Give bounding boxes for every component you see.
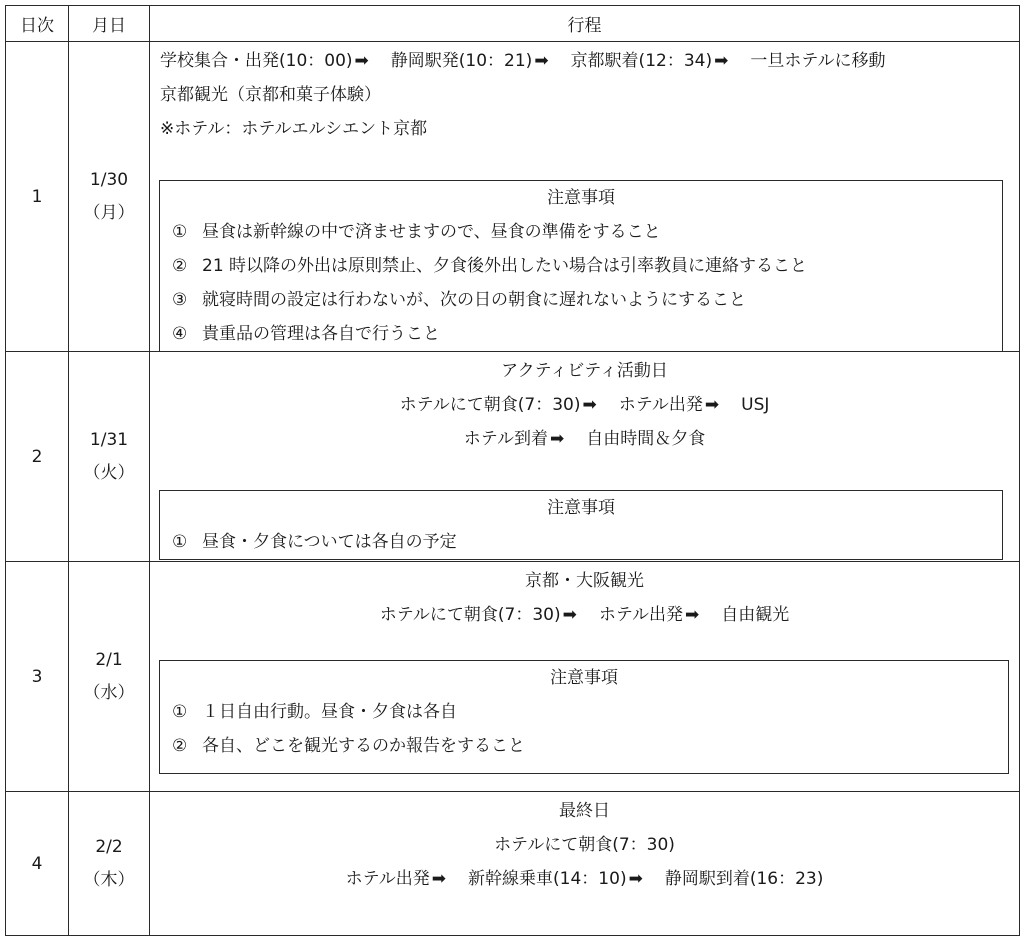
date-value: 1/30	[89, 169, 129, 190]
schedule-step: ホテルにて朝食(7：30)	[379, 605, 561, 625]
plan-cell	[150, 792, 1020, 936]
date-value: 2/1	[95, 649, 123, 670]
day-title: 最終日	[559, 801, 610, 821]
weekday-value: （火）	[83, 462, 135, 483]
notice-title: 注意事項	[550, 668, 618, 688]
plan-cell	[150, 352, 1020, 562]
date-cell	[69, 792, 150, 936]
arrow-icon: ➡	[354, 51, 369, 71]
schedule-step: 自由時間＆夕食	[586, 429, 706, 449]
arrow-icon: ➡	[562, 605, 577, 625]
weekday-value: （水）	[83, 682, 135, 703]
arrow-icon: ➡	[714, 51, 729, 71]
notice-item: ③ 就寝時間の設定は行わないが、次の日の朝食に遅れないようにすること	[172, 290, 746, 310]
schedule-line	[150, 422, 1019, 456]
date-value: 2/2	[95, 836, 123, 857]
arrow-icon: ➡	[628, 869, 643, 889]
schedule-line	[150, 598, 1019, 632]
schedule-line: ホテルにて朝食(7：30)	[494, 835, 675, 855]
header-date: 月日	[69, 6, 150, 42]
schedule-line	[150, 388, 1019, 422]
plan-cell	[150, 42, 1020, 352]
header-plan: 行程	[150, 6, 1020, 42]
schedule-step: ホテル到着	[463, 429, 548, 449]
arrow-icon: ➡	[549, 429, 565, 449]
date-value: 1/31	[89, 429, 129, 450]
schedule-step: 学校集合・出発(10：00)	[160, 51, 353, 71]
hotel-note: ※ホテル：ホテルエルシエント京都	[160, 119, 428, 139]
plan-cell	[150, 562, 1020, 792]
arrow-icon: ➡	[704, 395, 720, 415]
date-cell	[69, 562, 150, 792]
schedule-line: 京都観光（京都和菓子体験）	[160, 85, 381, 105]
schedule-step: USJ	[741, 395, 770, 415]
day-row-4	[6, 792, 1020, 936]
day-title: 京都・大阪観光	[525, 571, 644, 591]
schedule-step: ホテル出発	[618, 395, 703, 415]
notice-box	[159, 660, 1009, 774]
schedule-step: 自由観光	[721, 605, 790, 625]
schedule-step: ホテルにて朝食(7：30)	[399, 395, 581, 415]
day-number: 3	[6, 562, 69, 792]
weekday-value: （月）	[83, 202, 135, 223]
header-day: 日次	[6, 6, 69, 42]
date-cell	[69, 352, 150, 562]
arrow-icon: ➡	[431, 869, 447, 889]
schedule-step: 一旦ホテルに移動	[750, 51, 886, 71]
schedule-line	[150, 44, 1019, 78]
schedule-step: 静岡駅発(10：21)	[390, 51, 533, 71]
notice-title: 注意事項	[547, 188, 615, 208]
schedule-step: 静岡駅到着(16：23)	[664, 869, 824, 889]
day-row-2	[6, 352, 1020, 562]
notice-item: ② 21 時以降の外出は原則禁止、夕食後外出したい場合は引率教員に連絡すること	[172, 256, 808, 276]
schedule-step: 京都駅着(12：34)	[570, 51, 713, 71]
arrow-icon: ➡	[582, 395, 597, 415]
arrow-icon: ➡	[534, 51, 549, 71]
notice-item: ① 昼食・夕食については各自の予定	[172, 532, 457, 552]
notice-item: ② 各自、どこを観光するのか報告をすること	[172, 736, 525, 756]
day-row-3	[6, 562, 1020, 792]
notice-item: ④ 貴重品の管理は各自で行うこと	[172, 324, 440, 344]
notice-item: ① 昼食は新幹線の中で済ませますので、昼食の準備をすること	[172, 222, 661, 242]
weekday-value: （木）	[83, 869, 135, 890]
header-row	[6, 6, 1020, 42]
day-number: 4	[6, 792, 69, 936]
date-cell	[69, 42, 150, 352]
itinerary-table	[5, 5, 1020, 936]
arrow-icon: ➡	[685, 605, 700, 625]
notice-item: ① １日自由行動。昼食・夕食は各自	[172, 702, 457, 722]
schedule-step: ホテル出発	[598, 605, 684, 625]
day-row-1	[6, 42, 1020, 352]
notice-box	[159, 490, 1003, 560]
day-title: アクティビティ活動日	[501, 361, 668, 381]
schedule-line	[150, 862, 1019, 896]
schedule-step: ホテル出発	[345, 869, 430, 889]
notice-box	[159, 180, 1003, 352]
notice-title: 注意事項	[547, 498, 615, 518]
day-number: 2	[6, 352, 69, 562]
day-number: 1	[6, 42, 69, 352]
schedule-step: 新幹線乗車(14：10)	[468, 869, 627, 889]
